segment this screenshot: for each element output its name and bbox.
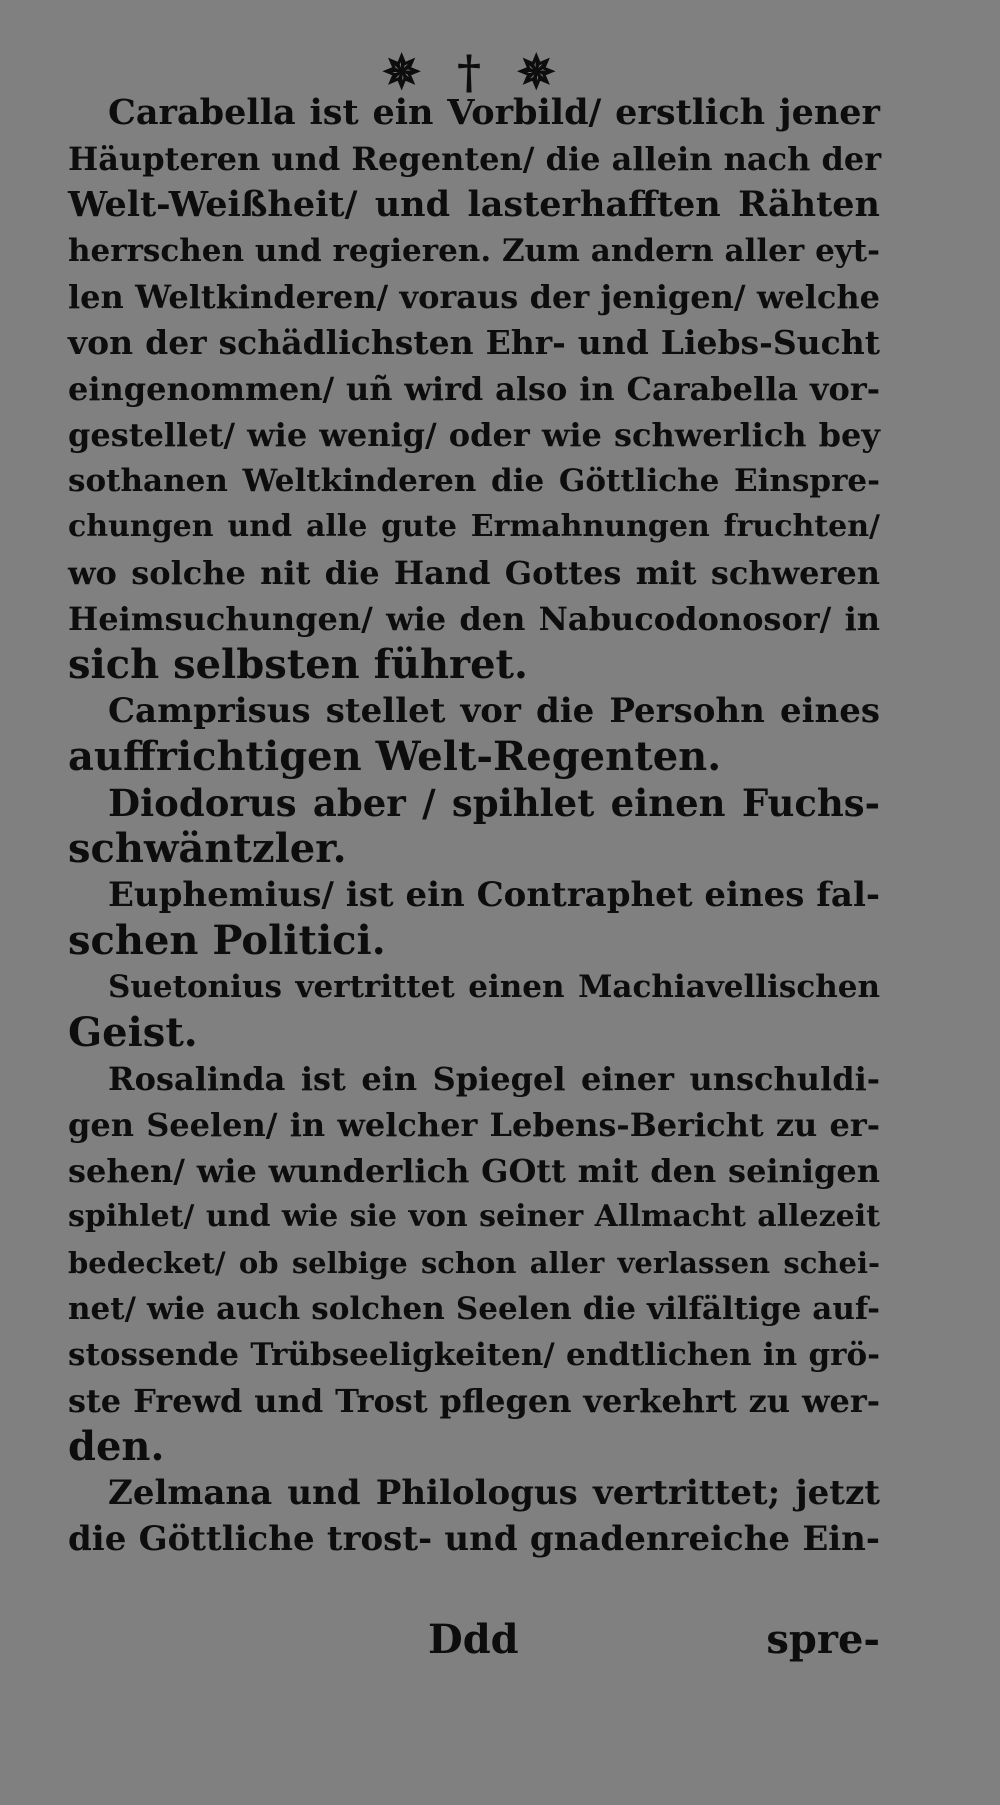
text-line: sothanen Weltkinderen die Göttliche Einspre- (68, 463, 880, 499)
text-line: len Weltkinderen/ voraus der jenigen/ welche (68, 278, 880, 316)
book-page (68, 30, 880, 1790)
text-line: sich selbsten führet. (68, 641, 528, 688)
text-line: schen Politici. (68, 917, 386, 964)
body-text (68, 90, 880, 1562)
text-line: die Göttliche trost- und gnadenreiche Ein- (68, 1519, 880, 1559)
text-line: schwäntzler. (68, 825, 347, 872)
text-line: wo solche nit die Hand Gottes mit schweren (68, 554, 880, 592)
text-line: Zelmana und Philologus vertrittet; jetzt (108, 1473, 880, 1513)
text-line: herrschen und regieren. Zum andern aller eyt- (68, 233, 880, 269)
text-line: gen Seelen/ in welcher Lebens-Bericht zu er- (68, 1106, 880, 1144)
text-line: stossende Trübseeligkeiten/ endtlichen in grö- (68, 1337, 880, 1373)
text-line: Diodorus aber / spihlet einen Fuchs- (108, 781, 880, 825)
text-line: Welt-Weißheit/ und lasterhafften Rähten (68, 184, 880, 225)
text-line: Camprisus stellet vor die Persohn eines (108, 691, 880, 731)
header-ornament: ✵ † ✵ (382, 45, 566, 99)
text-line: sehen/ wie wunderlich GOtt mit den seinigen (68, 1152, 880, 1190)
text-line: Heimsuchungen/ wie den Nabucodonosor/ in (68, 600, 880, 638)
text-line: eingenommen/ uñ wird also in Carabella vor- (68, 370, 880, 408)
text-line: Häupteren und Regenten/ die allein nach der (68, 140, 882, 178)
text-line: von der schädlichsten Ehr- und Liebs-Sucht (68, 323, 880, 362)
text-line: bedecket/ ob selbige schon aller verlassen schei- (68, 1246, 880, 1280)
text-line: Suetonius vertrittet einen Machiavellischen (108, 969, 880, 1005)
signature-mark: Ddd (428, 1616, 519, 1663)
text-line: net/ wie auch solchen Seelen die vilfältige auf- (68, 1291, 880, 1327)
text-line: spihlet/ und wie sie von seiner Allmacht allezeit (68, 1199, 880, 1234)
text-line: Carabella ist ein Vorbild/ erstlich jener (108, 92, 880, 133)
text-line: Geist. (68, 1009, 198, 1056)
catchword: spre- (766, 1616, 880, 1663)
text-line: den. (68, 1423, 165, 1470)
text-line: auffrichtigen Welt-Regenten. (68, 733, 722, 780)
text-line: chungen und alle gute Ermahnungen fruchten/ (68, 509, 880, 544)
text-line: ste Frewd und Trost pflegen verkehrt zu wer- (68, 1382, 880, 1420)
text-line: Rosalinda ist ein Spiegel einer unschuldi- (108, 1060, 880, 1098)
page-footer (68, 1610, 880, 1670)
text-line: Euphemius/ ist ein Contraphet eines fal- (108, 875, 880, 915)
text-line: gestellet/ wie wenig/ oder wie schwerlich bey (68, 416, 880, 454)
